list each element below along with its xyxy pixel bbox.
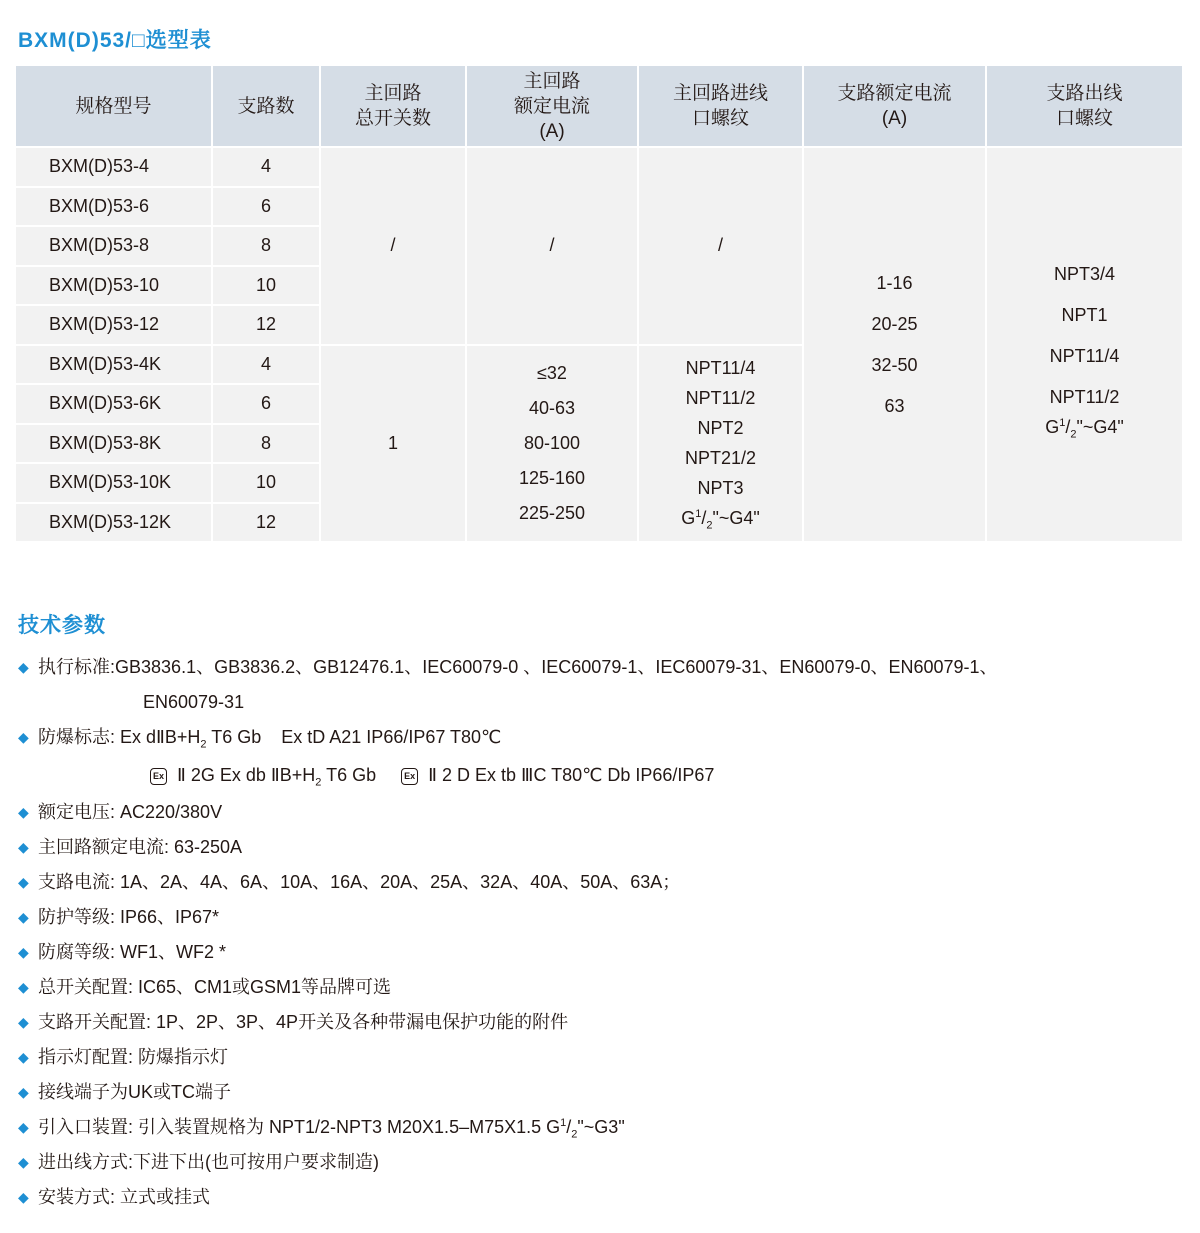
branch-thread-value: NPT11/4 [1049, 345, 1120, 366]
model-cell: BXM(D)53-4K [16, 345, 212, 385]
header-main-thread: 主回路进线 口螺纹 [638, 66, 803, 147]
main-thread-value: NPT3 [697, 478, 744, 499]
param-protection: ◆ 防护等级: IP66、IP67* [18, 900, 1188, 935]
model-cell: BXM(D)53-6 [16, 187, 212, 227]
branch-thread-cell [986, 147, 1182, 541]
param-ex-marking: ◆ 防爆标志: Ex $dⅡB+H_2$ T6 Gb Ex tD A21 IP66/IP67 T80℃ Ex Ⅱ 2G Ex db $ⅡB+H_2$ T6 Gb Ex Ⅱ 2 D Ex tb ⅢC T80℃ Db IP66/IP67 [18, 720, 1188, 795]
main-current-value: 125-160 [518, 467, 586, 488]
model-cell: BXM(D)53-4 [16, 147, 212, 187]
param-branch-current: ◆ 支路电流: 1A、2A、4A、6A、10A、16A、20A、25A、32A、40A、50A、63A； [18, 865, 1188, 900]
selection-table-title: BXM(D)53/□选型表 [18, 29, 212, 52]
tech-params-list [18, 650, 1188, 1215]
table-row [16, 147, 1182, 187]
branches-cell: 8 [212, 424, 320, 464]
header-model: 规格型号 [16, 66, 212, 147]
param-main-switch: ◆ 总开关配置: IC65、CM1或GSM1等品牌可选 [18, 970, 1188, 1005]
diamond-bullet-icon: ◆ [18, 874, 29, 890]
param-label: 执行标准: [38, 657, 116, 677]
param-value: GB3836.1、GB3836.2、GB12476.1、IEC60079-0 、IEC60079-1、IEC60079-31、EN60079-0、EN60079-1、 [115, 657, 998, 677]
model-cell: BXM(D)53-6K [16, 384, 212, 424]
branch-current-value: 20-25 [871, 313, 918, 334]
diamond-bullet-icon: ◆ [18, 1014, 29, 1030]
diamond-bullet-icon: ◆ [18, 1189, 29, 1205]
branches-cell: 10 [212, 266, 320, 306]
main-current-list [467, 356, 637, 531]
ex-hexagon-icon: Ex [401, 768, 418, 785]
diamond-bullet-icon: ◆ [18, 729, 29, 745]
branch-current-value: 32-50 [871, 354, 918, 375]
param-wiring: ◆ 进出线方式:下进下出(也可按用户要求制造) [18, 1145, 1188, 1180]
branches-cell: 12 [212, 503, 320, 542]
main-thread-cell [638, 345, 803, 542]
branch-current-list [804, 263, 985, 427]
branches-cell: 12 [212, 305, 320, 345]
param-terminal: ◆ 接线端子为UK或TC端子 [18, 1075, 1188, 1110]
main-thread-value: NPT11/2 [685, 388, 756, 409]
model-cell: BXM(D)53-10K [16, 463, 212, 503]
header-branch-thread: 支路出线 口螺纹 [986, 66, 1182, 147]
param-voltage: ◆ 额定电压: AC220/380V [18, 795, 1188, 830]
main-thread-value: NPT21/2 [684, 448, 757, 469]
main-thread-value: NPT2 [697, 418, 744, 439]
main-thread-cell: / [638, 147, 803, 345]
param-label: 防爆标志: [38, 727, 121, 747]
main-thread-list [639, 353, 802, 533]
param-main-current: ◆ 主回路额定电流: 63-250A [18, 830, 1188, 865]
main-current-value: ≤32 [537, 362, 567, 383]
main-thread-g-value: $G^1/_2"\sim G4$" [681, 508, 760, 532]
main-current-value: 225-250 [518, 502, 586, 523]
param-indicator: ◆ 指示灯配置: 防爆指示灯 [18, 1040, 1188, 1075]
branch-thread-value: NPT3/4 [1053, 263, 1116, 284]
tech-params-title: 技术参数 [18, 614, 106, 637]
main-current-value: 80-100 [523, 432, 581, 453]
branches-cell: 8 [212, 226, 320, 266]
diamond-bullet-icon: ◆ [18, 804, 29, 820]
diamond-bullet-icon: ◆ [18, 909, 29, 925]
branches-cell: 6 [212, 384, 320, 424]
main-switch-cell: 1 [320, 345, 466, 542]
model-cell: BXM(D)53-12K [16, 503, 212, 542]
branch-thread-value: NPT1 [1061, 304, 1108, 325]
branch-current-value: 63 [884, 395, 905, 416]
param-entry: ◆ 引入口装置: 引入装置规格为 NPT1/2-NPT3 M20X1.5–M75X1.5 $G^1/_2"\sim G3$" [18, 1110, 1188, 1145]
ex-hexagon-icon: Ex [150, 768, 167, 785]
model-cell: BXM(D)53-8K [16, 424, 212, 464]
header-main-switch: 主回路 总开关数 [320, 66, 466, 147]
param-standard [18, 650, 1188, 720]
diamond-bullet-icon: ◆ [18, 979, 29, 995]
header-branch-current: 支路额定电流 (A) [803, 66, 986, 147]
param-install: ◆ 安装方式: 立式或挂式 [18, 1180, 1188, 1215]
diamond-bullet-icon: ◆ [18, 839, 29, 855]
diamond-bullet-icon: ◆ [18, 659, 29, 675]
diamond-bullet-icon: ◆ [18, 1049, 29, 1065]
branches-cell: 4 [212, 345, 320, 385]
model-cell: BXM(D)53-12 [16, 305, 212, 345]
diamond-bullet-icon: ◆ [18, 1084, 29, 1100]
table-header-row [16, 66, 1182, 147]
main-current-value: 40-63 [528, 397, 576, 418]
model-cell: BXM(D)53-8 [16, 226, 212, 266]
selection-table [16, 66, 1182, 541]
main-thread-value: NPT11/4 [685, 358, 756, 379]
branch-current-value: 1-16 [876, 272, 913, 293]
header-branches: 支路数 [212, 66, 320, 147]
diamond-bullet-icon: ◆ [18, 944, 29, 960]
branches-cell: 10 [212, 463, 320, 503]
model-cell: BXM(D)53-10 [16, 266, 212, 306]
branches-cell: 6 [212, 187, 320, 227]
main-switch-cell: / [320, 147, 466, 345]
branches-cell: 4 [212, 147, 320, 187]
param-anticorrosion: ◆ 防腐等级: WF1、WF2 * [18, 935, 1188, 970]
branch-thread-value: NPT11/2 [1049, 386, 1120, 407]
branch-thread-list [987, 254, 1182, 441]
param-value-continued: EN60079-31 [143, 692, 245, 712]
branch-thread-g-value: $G^1/_2"\sim G4$" [1045, 416, 1124, 441]
main-current-cell: / [466, 147, 638, 345]
ex-marking-line2: Ex Ⅱ 2G Ex db $ⅡB+H_2$ T6 Gb Ex Ⅱ 2 D Ex tb ⅢC T80℃ Db IP66/IP67 [38, 755, 1188, 795]
header-main-current: 主回路 额定电流 (A) [466, 66, 638, 147]
param-branch-switch: ◆ 支路开关配置: 1P、2P、3P、4P开关及各种带漏电保护功能的附件 [18, 1005, 1188, 1040]
main-current-cell [466, 345, 638, 542]
branch-current-cell [803, 147, 986, 541]
diamond-bullet-icon: ◆ [18, 1154, 29, 1170]
diamond-bullet-icon: ◆ [18, 1119, 29, 1135]
